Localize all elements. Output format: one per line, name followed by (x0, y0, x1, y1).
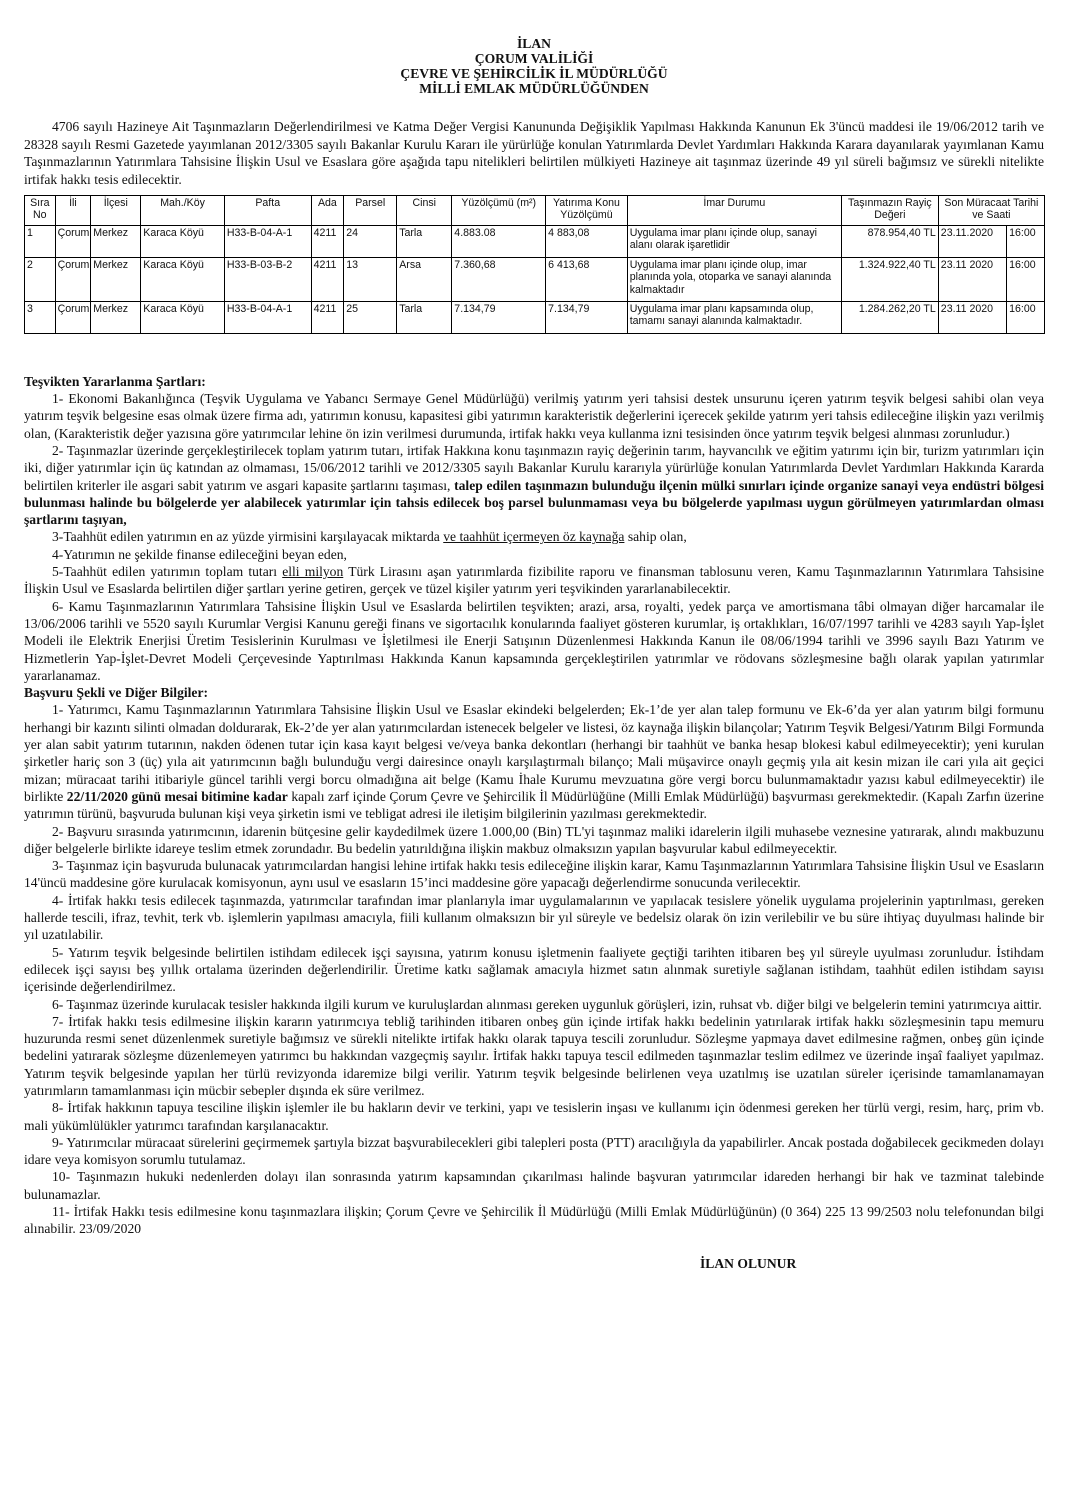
col-header-parsel: Parsel (344, 195, 397, 225)
intro-paragraph: 4706 sayılı Hazineye Ait Taşınmazların Değerlendirilmesi ve Katma Değer Vergisi Kanununda Değişiklik Yapılması Hakkında Kanunun Ek 3'üncü maddesi ile 19/06/2012 tarih ve 28328 sayılı Resmi Gazetede yayımlanan 2012/3305 sayılı Bakanlar Kurulu Kararı ile yürürlüğe konulan Yatırımlarda Devlet Yardımları Hakkında Karara dayanılarak yayımlanan Kamu Taşınmazlarının Yatırımlara Tahsisine İlişkin Usul ve Esaslara göre aşağıda tapu nitelikleri belirtilen mülkiyeti Hazineye ait taşınmaz üzerinde 49 yıl süreli bağımsız ve sürekli nitelikte irtifak hakkı tesis edilecektir. (24, 119, 1044, 188)
cell-tarih: 23.11 2020 (938, 257, 1006, 301)
cell-sira: 2 (25, 257, 56, 301)
cell-sira: 3 (25, 301, 56, 333)
basvuru-item-4: 4- İrtifak hakkı tesis edilecek taşınmazda, yatırımcılar tarafından imar planlarıyla imar uygulamalarının ve yapılacak tesislere yönelik uygulama projelerinin yaptırılması, gereken hallerde tescili, ifraz, tevhit, terk vb. işlemlerin yapılması amacıyla, fiili kullanım olmaksızın bir yıl süreyle ve bedelsiz olarak ön izin verilebilir ve bu süre ihtiyaç duyulması halinde bir yıl uzatılabilir. (24, 892, 1044, 943)
basvuru-item-1-text: 1- Yatırımcı, Kamu Taşınmazlarının Yatırımlara Tahsisine İlişkin Usul ve Esaslar ekindeki belgelerden; Ek-1’de yer alan talep formunu ve Ek-6’da yer alan yatırım bilgi formunu herhangi bir kazıntı silinti olmadan doldurarak, Ek-2’de yer alan yatırımcılardan istenecek belgeler ve listesi, öz kaynağa ilişkin bilançolar; Yatırım Teşvik Belgesi/Yatırım Bilgi Formunda yer alan sabit yatırım tutarının, nakden ödenen tutar için kasa kayıt belgesi ve/veya banka dekontları (herhangi bir taahhüt ve banka hesap blokesi kabul edilmeyecektir); yeni kurulan şirketler hariç son 3 (üç) yıla ait yatırımcının bağlı bulunduğu vergi dairesince onaylı karşılaştırmalı bilanço; Mali müşavirce onaylı geçmiş yıla ait kesin mizan ile cari yıla ait geçici mizan; müracaat tarihi itibariyle güncel tarihli vergi borcu olmadığına ait belge (Kamu İhale Kurumu mevzuatına göre vergi borcu bulunmamaktadır yazısı kabul edilmeyecektir) ile birlikte (24, 702, 1044, 804)
table-header-row (25, 195, 1045, 225)
tesvik-item-3 (24, 528, 1044, 545)
conditions-body (24, 373, 1044, 1238)
tesvik-item-6: 6- Kamu Taşınmazlarının Yatırımlara Tahsisine İlişkin Usul ve Esaslarda belirtilen teşvikten; arazi, arsa, royalti, yedek parça ve amortismana tâbi olmayan diğer harcamalar ile 13/06/2006 tarihli ve 5520 sayılı Kurumlar Vergisi Kanunu gereği finans ve sigortacılık konularında faaliyet gösteren kurumlar, iş ortaklıkları, 16/07/1997 tarihli ve 4283 sayılı Yap-İşlet Modeli ile Elektrik Enerjisi Üretim Tesislerinin Kurulması ve İşletilmesi ile Enerji Satışının Düzenlenmesi Hakkında Kanun ile 08/06/1994 tarihli ve 3996 sayılı Bazı Yatırım ve Hizmetlerin Yap-İşlet-Devret Modeli Çerçevesinde Yaptırılması Hakkında Kanun kapsamında gerçekleştirilen yatırımlar ve rödovans sözleşmesine bağlı olarak yapılan yatırımlar yararlanamaz. (24, 598, 1044, 683)
cell-parsel: 13 (344, 257, 397, 301)
header-line-ilan: İLAN (517, 36, 551, 51)
section-title-basvuru: Başvuru Şekli ve Diğer Bilgiler: (24, 685, 209, 701)
cell-saat: 16:00 (1007, 301, 1045, 333)
notice-header (24, 36, 1044, 96)
cell-il: Çorum (55, 257, 91, 301)
cell-yatirima-konu: 7.134,79 (546, 301, 628, 333)
col-header-yatirima-konu: Yatırıma Konu Yüzölçümü (546, 195, 628, 225)
cell-ilce: Merkez (91, 301, 141, 333)
cell-sira: 1 (25, 225, 56, 257)
cell-pafta: H33-B-04-A-1 (224, 225, 311, 257)
col-header-pafta: Pafta (224, 195, 311, 225)
basvuru-item-10: 10- Taşınmazın hukuki nedenlerden dolayı ilan sonrasında yatırım kapsamından çıkarılması halinde başvuran yatırımcılar idareden herhangi bir hak ve tazminat talebinde bulunamazlar. (24, 1169, 1044, 1202)
tesvik-item-5 (24, 563, 1044, 598)
tesvik-item-5-text: 5-Taahhüt edilen yatırımın toplam tutarı (52, 564, 278, 580)
tesvik-item-1: 1- Ekonomi Bakanlığınca (Teşvik Uygulama ve Yabancı Sermaye Genel Müdürlüğü) verilmiş yatırım yeri tahsisi destek unsurunu içeren yatırım teşvik belgesi sahibi olan veya yatırım teşvik belgesine esas olmak üzere firma adı, yatırımın konusu, kapasitesi gibi yatırımın karakteristik değerlerini içerecek şekilde yatırım yeri tahsis edileceğine ilişkin yazı verilmiş olan, (Karakteristik değer yazısına göre yatırımcılar lehine ön izin verilmesi durumunda, irtifak hakkı veya kullanma izni tesisinden önce yatırım teşvik belgesi alınması zorunludur.) (24, 391, 1044, 441)
col-header-yuzolcumu: Yüzölçümü (m²) (452, 195, 546, 225)
tesvik-item-4: 4-Yatırımın ne şekilde finanse edileceğini beyan eden, (52, 546, 347, 562)
cell-tarih: 23.11.2020 (938, 225, 1006, 257)
basvuru-item-2: 2- Başvuru sırasında yatırımcının, idarenin bütçesine gelir kaydedilmek üzere 1.000,00 (Bin) TL'yi taşınmaz maliki idarelerin ilgili muhasebe veznesine yatırarak, alındı makbuzunu diğer belgelerle birlikte idareye teslim etmek zorundadır. Bu bedelin yatırıldığına ilişkin makbuz olmaksızın yapılan başvurular kabul edilmeyecektir. (24, 823, 1044, 856)
cell-pafta: H33-B-03-B-2 (224, 257, 311, 301)
cell-il: Çorum (55, 225, 91, 257)
cell-mah: Karaca Köyü (141, 225, 225, 257)
cell-cinsi: Arsa (397, 257, 452, 301)
col-header-cinsi: Cinsi (397, 195, 452, 225)
cell-yatirima-konu: 4 883,08 (546, 225, 628, 257)
basvuru-item-3: 3- Taşınmaz için başvuruda bulunacak yatırımcılardan hangisi lehine irtifak hakkı tesis edileceğine ilişkin karar, Kamu Taşınmazlarının Yatırımlara Tahsisine İlişkin Usul ve Esasların 14'üncü maddesine göre kurulacak komisyonun, aynı usul ve esasların 15’inci maddesine göre yapacağı değerlendirme sonucunda verilecektir. (24, 858, 1044, 891)
tesvik-item-3-text: 3-Taahhüt edilen yatırımın en az yüzde yirmisini karşılayacak miktarda (52, 529, 440, 545)
cell-cinsi: Tarla (397, 301, 452, 333)
property-table (24, 195, 1045, 334)
col-header-mah: Mah./Köy (141, 195, 225, 225)
cell-ilce: Merkez (91, 225, 141, 257)
cell-rayic: 878.954,40 TL (841, 225, 938, 257)
table-row (25, 225, 1045, 257)
table-row (25, 301, 1045, 333)
cell-saat: 16:00 (1007, 257, 1045, 301)
cell-tarih: 23.11 2020 (938, 301, 1006, 333)
basvuru-item-1-end: kapalı zarf içinde Çorum Çevre ve Şehircilik İl Müdürlüğüne (Milli Emlak Müdürlüğü) başvurması gerekmektedir. (Kapalı Zarfın üzerine yatırımın türünü, başvuruda bulunan kişi veya şirketin ismi ve tebligat adresi ile iletişim bilgilerinin yazılması gerekmektedir. (24, 788, 1044, 822)
basvuru-item-11: 11- İrtifak Hakkı tesis edilmesine konu taşınmazlara ilişkin; Çorum Çevre ve Şehircilik İl Müdürlüğü (Milli Emlak Müdürlüğünün) (0 364) 225 13 99/2503 nolu telefonundan bilgi alınabilir. 23/09/2020 (24, 1204, 1044, 1237)
basvuru-item-9: 9- Yatırımcılar müracaat sürelerini geçirmemek şartıyla bizzat başvurabilecekleri gibi talepleri posta (PTT) aracılığıyla da yapabilirler. Ancak postada doğabilecek gecikmeden dolayı idare veya komisyon sorumlu tutulamaz. (24, 1134, 1044, 1168)
col-header-ilce: İlçesi (91, 195, 141, 225)
cell-yuzolcumu: 4.883.08 (452, 225, 546, 257)
header-line-milli-emlak: MİLLİ EMLAK MÜDÜRLÜĞÜNDEN (419, 81, 649, 96)
notice-page (24, 36, 1044, 1272)
table-row (25, 257, 1045, 301)
tesvik-item-5-end: Türk Lirasını aşan yatırımlarda fizibilite raporu ve finansman tablosunu veren, Kamu Taşınmazlarının Yatırımlara Tahsisine İlişkin Usul ve Esaslarda belirtilen diğer şartları yerine getiren, gerçek ve tüzel kişiler yatırım yeri teşvikinden yararlanabilecektir. (24, 564, 1045, 597)
cell-ada: 4211 (311, 301, 344, 333)
cell-imar: Uygulama imar planı içinde olup, sanayi alanı olarak işaretlidir (627, 225, 841, 257)
cell-yuzolcumu: 7.134,79 (452, 301, 546, 333)
cell-parsel: 25 (344, 301, 397, 333)
closing-line: İLAN OLUNUR (700, 1255, 797, 1271)
col-header-sira: Sıra No (25, 195, 56, 225)
col-header-imar: İmar Durumu (627, 195, 841, 225)
tesvik-item-3-end: sahip olan, (627, 529, 687, 545)
cell-parsel: 24 (344, 225, 397, 257)
cell-ada: 4211 (311, 225, 344, 257)
basvuru-item-5: 5- Yatırım teşvik belgesinde belirtilen istihdam edilecek işçi sayısına, yatırım konusu işletmenin faaliyete geçtiği tarihten itibaren beş yıl süreyle uyulması zorunludur. İstihdam edilecek işçi sayısı beş yıllık ortalama üzerinden değerlendirilir. Üretime katkı sağlamak amacıyla hizmet satın alınmak suretiyle sağlanan istihdam, taahhüt edilen istihdam sayısı içerisinde değerlendirilmez. (24, 944, 1044, 995)
col-header-ada: Ada (311, 195, 344, 225)
tesvik-item-2 (24, 442, 1044, 528)
basvuru-item-7: 7- İrtifak hakkı tesis edilmesine ilişkin kararın yatırımcıya tebliğ tarihinden itibaren onbeş gün içinde irtifak hakkı bedelinin yatırılarak irtifak hakkı sözleşmesinin tapu memuru huzurunda resmi senet düzenlenmek suretiyle bağımsız ve sürekli nitelikte irtifak hakkı olarak tapuya tescili zorunludur. Sözleşme yapmaya davet edilmesine rağmen, onbeş gün içinde bedelini yatırarak sözleşme düzenlemeyen yatırımcı bu hakkından vazgeçmiş sayılır. İrtifak hakkı tapuya tescil edilmeden taşınmazlar teslim edilmez ve üzerinde inşaî faaliyet yapılmaz. Yatırım teşvik belgesinde yapılan her türlü revizyonda idaremize bilgi verilir. Yatırım teşvik belgesinde belirlenen veya uzatılmış ise uzatılan süreler içerisinde tamamlanamayan yatırımların tamamlanması için mücbir sebepler dışında ek süre verilmez. (24, 1013, 1044, 1098)
basvuru-item-1 (24, 701, 1044, 822)
cell-mah: Karaca Köyü (141, 257, 225, 301)
cell-imar: Uygulama imar planı içinde olup, imar planında yola, otoparka ve sanayi alanında kalmaktadır (627, 257, 841, 301)
cell-mah: Karaca Köyü (141, 301, 225, 333)
tesvik-item-2-bold: talep edilen taşınmazın bulunduğu ilçenin mülki sınırları içinde organize sanayi veya endüstri bölgesi bulunması halinde bu bölgelerde yer alabilecek yatırımlar için tahsis edilecek boş parsel bulunmaması veya bu bölgelerde yapılması uygun görülmeyen yatırımlardan olması şartlarını taşıyan, (24, 477, 1045, 528)
cell-rayic: 1.284.262,20 TL (841, 301, 938, 333)
tesvik-item-5-underlined: elli milyon (282, 564, 344, 580)
cell-il: Çorum (55, 301, 91, 333)
tesvik-item-3-underlined: ve taahhüt içermeyen öz kaynağa (443, 529, 625, 545)
cell-ilce: Merkez (91, 257, 141, 301)
header-line-mudurluk: ÇEVRE VE ŞEHİRCİLİK İL MÜDÜRLÜĞÜ (400, 66, 668, 81)
cell-saat: 16:00 (1007, 225, 1045, 257)
col-header-son-muracaat: Son Müracaat Tarihi ve Saati (938, 195, 1044, 225)
header-line-valilik: ÇORUM VALİLİĞİ (474, 51, 594, 66)
cell-cinsi: Tarla (397, 225, 452, 257)
section-title-tesvik: Teşvikten Yararlanma Şartları: (24, 373, 206, 389)
cell-yuzolcumu: 7.360,68 (452, 257, 546, 301)
tesvik-item-2-text: 2- Taşınmazlar üzerinde gerçekleştirilecek toplam yatırım tutarı, irtifak Hakkına konu taşınmazın rayiç değerinin tarım, hayvancılık ve eğitim yatırımı için bir, turizm yatırımları için iki, diğer yatırımlar için üç katından az olmaması, 15/06/2012 tarihli ve 2012/3305 sayılı Bakanlar Kurulu kararıyla yürürlüğe konulan Yatırımlarda Devlet Yardımları Hakkında Kararda belirtilen kriterler ile asgari sabit yatırım ve asgari kapasite şartlarını taşıması, (24, 443, 1044, 493)
basvuru-deadline: 22/11/2020 günü mesai bitimine kadar (66, 788, 288, 804)
col-header-il: İli (55, 195, 91, 225)
cell-ada: 4211 (311, 257, 344, 301)
basvuru-item-8: 8- İrtifak hakkının tapuya tesciline ilişkin işlemler ile bu hakların devir ve terkini, yapı ve tesislerin inşası ve kullanımı için ödenmesi gereken her türlü vergi, resim, harç, prim vb. mali yükümlülükler yatırımcı tarafından karşılanacaktır. (24, 1100, 1044, 1133)
cell-yatirima-konu: 6 413,68 (546, 257, 628, 301)
cell-rayic: 1.324.922,40 TL (841, 257, 938, 301)
col-header-rayic: Taşınmazın Rayiç Değeri (841, 195, 938, 225)
cell-imar: Uygulama imar planı kapsamında olup, tamamı sanayi alanında kalmaktadır. (627, 301, 841, 333)
basvuru-item-6: 6- Taşınmaz üzerinde kurulacak tesisler hakkında ilgili kurum ve kuruluşlardan alınması gereken uygunluk görüşleri, izin, ruhsat vb. diğer bilgi ve belgelerin temini yatırımcıya aittir. (52, 996, 1042, 1012)
cell-pafta: H33-B-04-A-1 (224, 301, 311, 333)
